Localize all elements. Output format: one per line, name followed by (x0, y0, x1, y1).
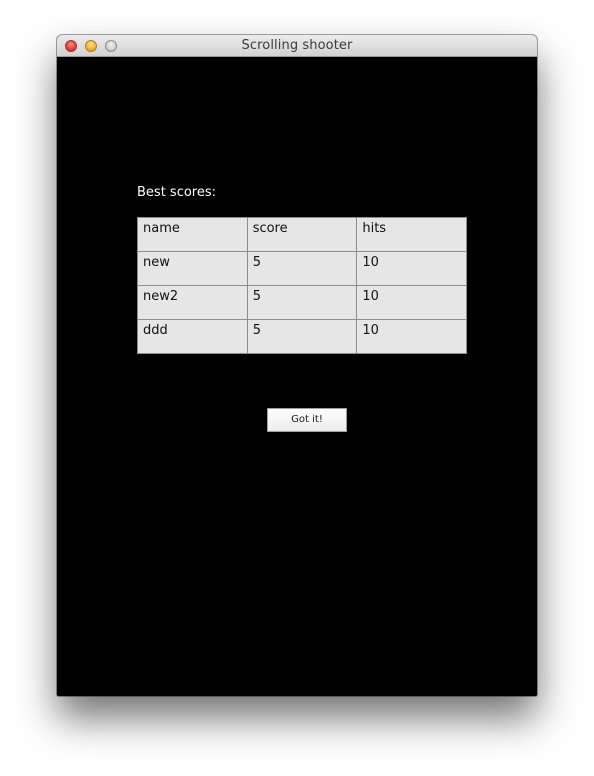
best-scores-heading: Best scores: (137, 185, 217, 200)
app-window (57, 35, 537, 696)
table-header-row (138, 218, 467, 252)
cell-hits: 10 (357, 286, 467, 320)
title-bar[interactable] (57, 35, 537, 57)
table-row (138, 286, 467, 320)
cell-hits: 10 (357, 252, 467, 286)
column-header-score: score (247, 218, 357, 252)
cell-hits: 10 (357, 320, 467, 354)
column-header-hits: hits (357, 218, 467, 252)
cell-name: new (138, 252, 248, 286)
column-header-name: name (138, 218, 248, 252)
cell-score: 5 (247, 252, 357, 286)
cell-name: new2 (138, 286, 248, 320)
scores-table (137, 217, 467, 354)
cell-score: 5 (247, 286, 357, 320)
game-canvas (57, 57, 537, 696)
window-title: Scrolling shooter (241, 38, 353, 53)
cell-score: 5 (247, 320, 357, 354)
table-row (138, 252, 467, 286)
table-row (138, 320, 467, 354)
got-it-button[interactable]: Got it! (267, 408, 347, 432)
cell-name: ddd (138, 320, 248, 354)
